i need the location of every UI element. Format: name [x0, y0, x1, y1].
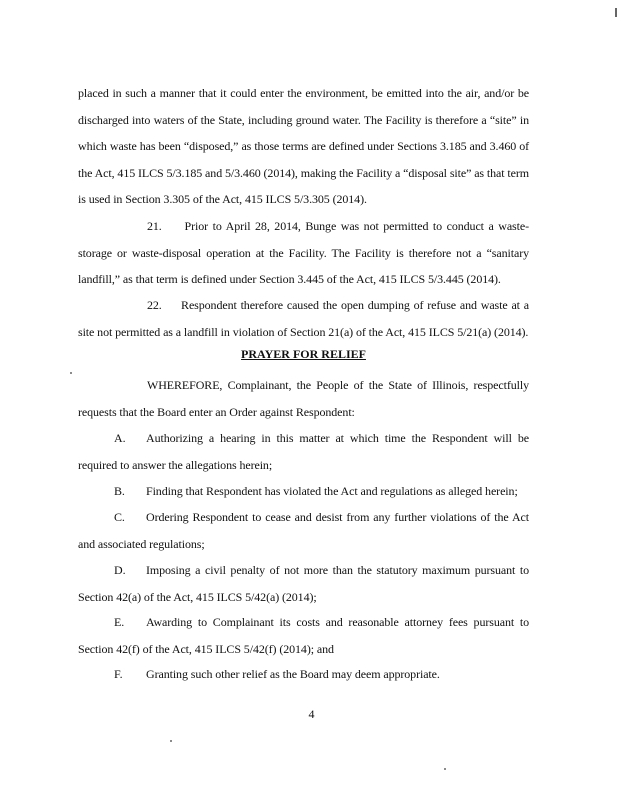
relief-item-a: [78, 425, 529, 478]
relief-text: Authorizing a hearing in this matter at which time the Respondent will be required to answer the allegations herein;: [78, 431, 529, 472]
relief-item-d: [78, 557, 529, 610]
wherefore-paragraph: WHEREFORE, Complainant, the People of the State of Illinois, respectfully requests that the Board enter an Order against Respondent:: [78, 378, 529, 419]
relief-item-e: [78, 609, 529, 662]
paragraph-number: 22.: [147, 298, 162, 312]
paragraph-text: Prior to April 28, 2014, Bunge was not permitted to conduct a waste-storage or waste-disposal operation at the Facility. The Facility is therefore not a “sanitary landfill,” as that term is defined under Section 3.445 of the Act, 415 ILCS 5/3.445 (2014).: [78, 219, 529, 286]
relief-text: Imposing a civil penalty of not more than the statutory maximum pursuant to Section 42(a) of the Act, 415 ILCS 5/42(a) (2014);: [78, 563, 529, 604]
relief-item-b: [78, 478, 529, 505]
relief-item-f: [78, 661, 529, 688]
relief-label: C.: [114, 510, 125, 524]
scan-speck: [70, 372, 72, 374]
relief-label: F.: [114, 667, 123, 681]
paragraph-22: [78, 292, 529, 345]
continuation-paragraph: placed in such a manner that it could enter the environment, be emitted into the air, and/or be discharged into waters of the State, including ground water. The Facility is therefore a “site” in which waste has been “disposed,” as those terms are defined under Sections 3.185 and 3.460 of the Act, 415 ILCS 5/3.185 and 5/3.460 (2014), making the Facility a “disposal site” as that term is used in Section 3.305 of the Act, 415 ILCS 5/3.305 (2014).: [78, 86, 529, 206]
scan-speck: [444, 768, 446, 770]
paragraph-21: [78, 213, 529, 293]
prayer-heading: PRAYER FOR RELIEF: [241, 347, 366, 361]
relief-text: Finding that Respondent has violated the Act and regulations as alleged herein;: [146, 484, 518, 498]
scan-edge-mark: [615, 8, 617, 17]
relief-text: Granting such other relief as the Board may deem appropriate.: [146, 667, 440, 681]
relief-label: A.: [114, 431, 126, 445]
scan-speck: [170, 740, 172, 742]
page-number: 4: [308, 707, 315, 721]
relief-label: D.: [114, 563, 126, 577]
relief-item-c: [78, 504, 529, 557]
relief-text: Awarding to Complainant its costs and reasonable attorney fees pursuant to Section 42(f) of the Act, 415 ILCS 5/42(f) (2014); and: [78, 615, 529, 656]
paragraph-number: 21.: [147, 219, 162, 233]
relief-label: B.: [114, 484, 125, 498]
paragraph-text: Respondent therefore caused the open dumping of refuse and waste at a site not permitted as a landfill in violation of Section 21(a) of the Act, 415 ILCS 5/21(a) (2014).: [78, 298, 529, 339]
relief-label: E.: [114, 615, 125, 629]
relief-text: Ordering Respondent to cease and desist from any further violations of the Act and associated regulations;: [78, 510, 529, 551]
